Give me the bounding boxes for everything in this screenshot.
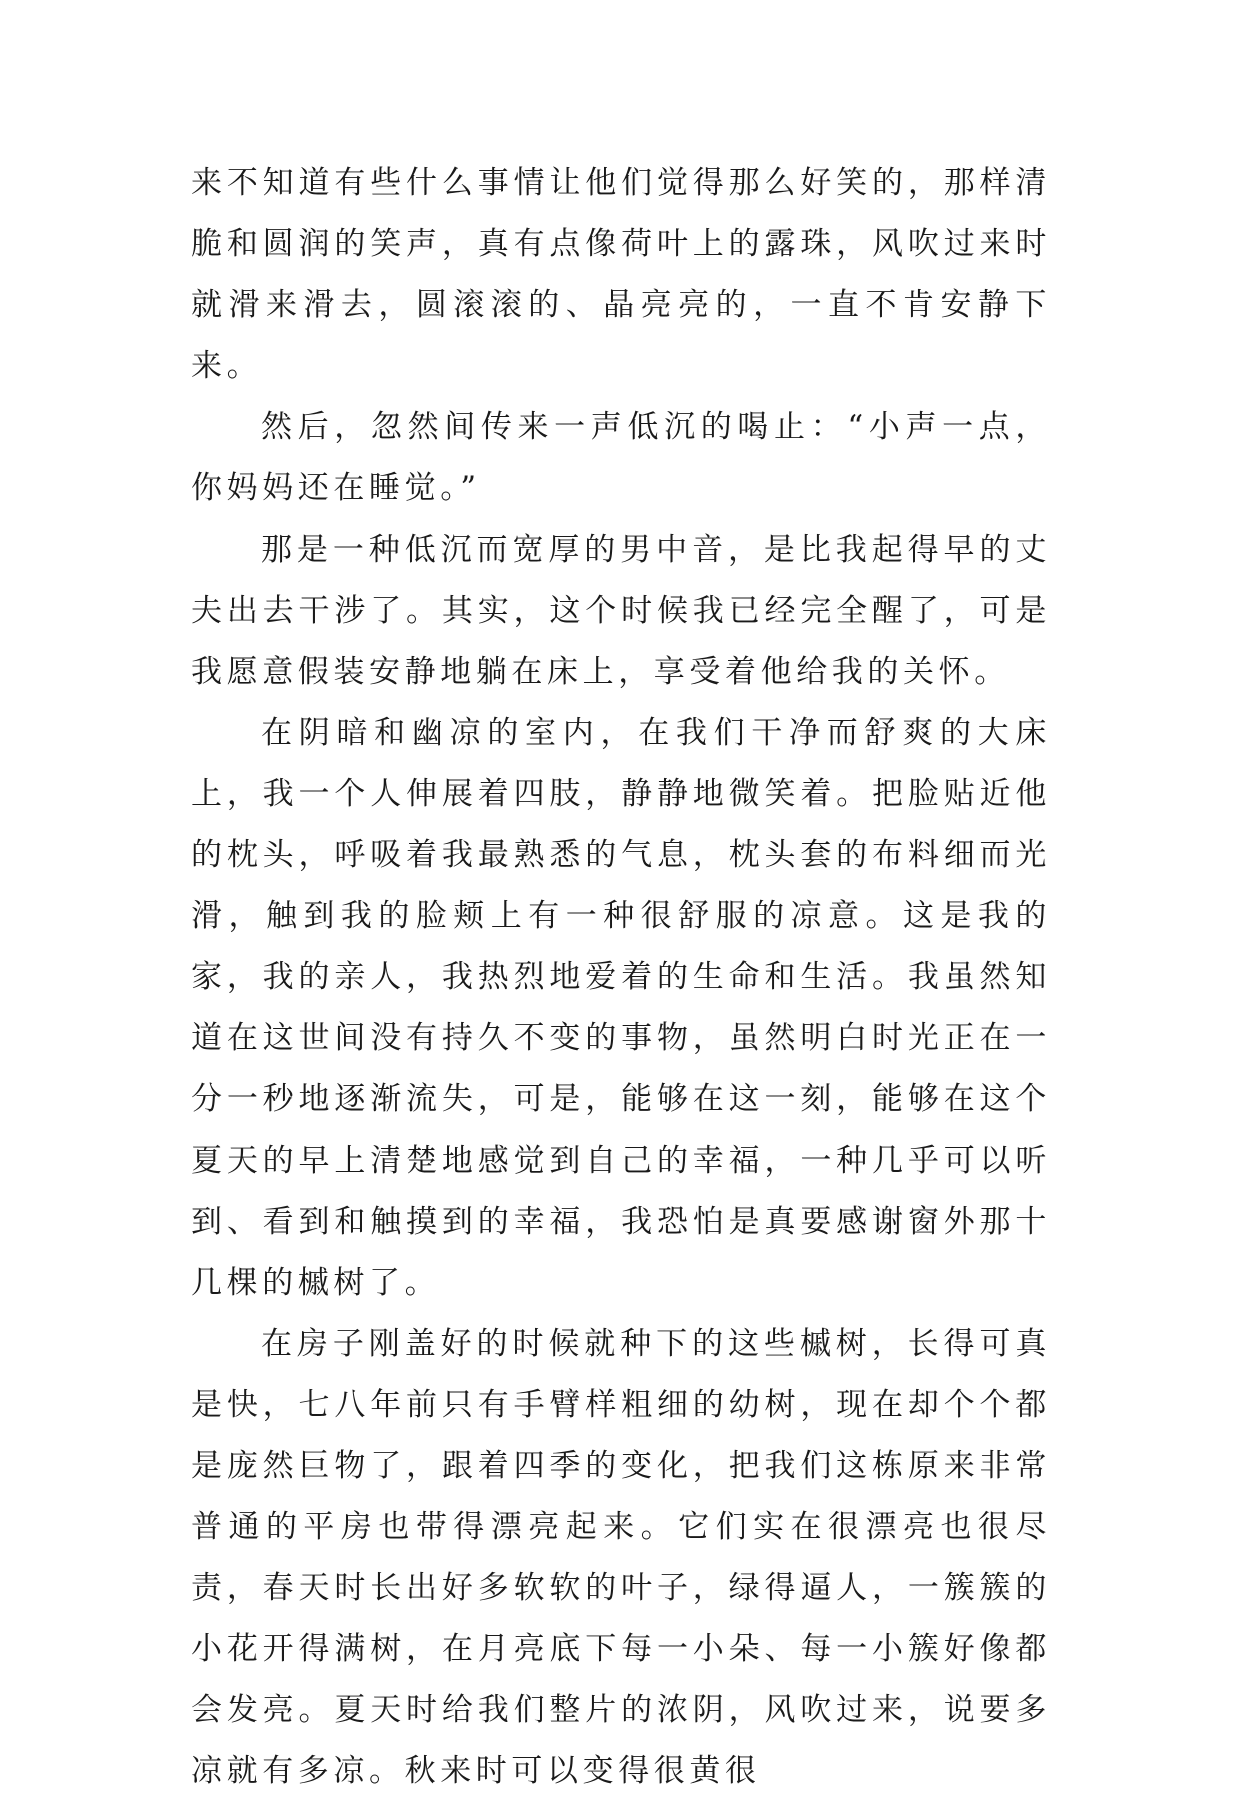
paragraph-continued: 来不知道有些什么事情让他们觉得那么好笑的，那样清脆和圆润的笑声，真有点像荷叶上的露珠，风吹过来时就滑来滑去，圆滚滚的、晶亮亮的，一直不肯安静下来。 — [191, 165, 1051, 385]
paragraph-happiness: 在阴暗和幽凉的室内，在我们干净而舒爽的大床上，我一个人伸展着四肢，静静地微笑着。把脸贴近他的枕头，呼吸着我最熟悉的气息，枕头套的布料细而光滑，触到我的脸颊上有一种很舒服的凉意。这是我的家，我的亲人，我热烈地爱着的生命和生活。我虽然知道在这世间没有持久不变的事物，虽然明白时光正在一分一秒地逐渐流失，可是，能够在这一刻，能够在这个夏天的早上清楚地感觉到自己的幸福，一种几乎可以听到、看到和触摸到的幸福，我恐怕是真要感谢窗外那十几棵的槭树了。 — [191, 714, 1051, 1301]
document-body — [191, 153, 1051, 1803]
paragraph-maple-trees: 在房子刚盖好的时候就种下的这些槭树，长得可真是快，七八年前只有手臂样粗细的幼树，现在却个个都是庞然巨物了，跟着四季的变化，把我们这栋原来非常普通的平房也带得漂亮起来。它们实在很漂亮也很尽责，春天时长出好多软软的叶子，绿得逼人，一簇簇的小花开得满树，在月亮底下每一小朵、每一小簇好像都会发亮。夏天时给我们整片的浓阴，风吹过来，说要多凉就有多凉。秋来时可以变得很黄很 — [191, 1325, 1051, 1790]
paragraph-hush: 然后，忽然间传来一声低沉的喝止：“小声一点，你妈妈还在睡觉。” — [191, 409, 1051, 507]
paragraph-husband-voice: 那是一种低沉而宽厚的男中音，是比我起得早的丈夫出去干涉了。其实，这个时候我已经完全醒了，可是我愿意假装安静地躺在床上，享受着他给我的关怀。 — [191, 531, 1051, 690]
